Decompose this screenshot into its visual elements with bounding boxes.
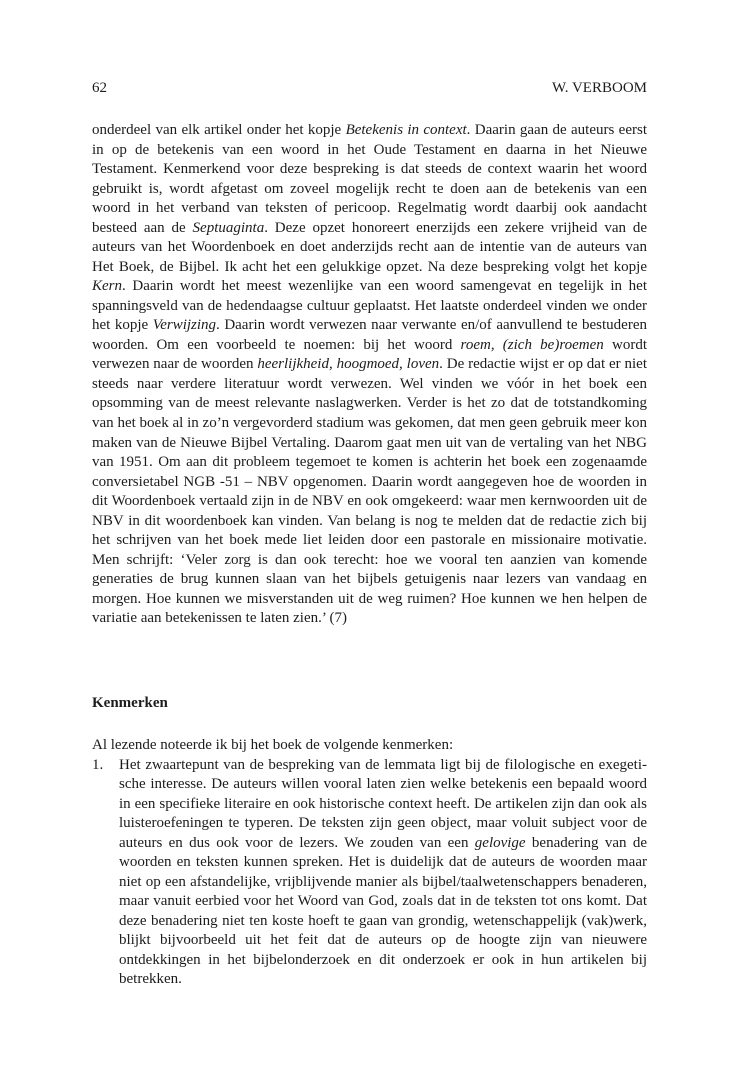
section-heading: Kenmerken [92, 695, 168, 711]
body-text-3: . Deze opzet honoreert enerzijds een zekere vrijheid van de auteurs van het Woordenboek en doet anderzijds recht aan de intentie van de auteurs van Het Boek, de Bijbel. Ik acht het een gelukkige opzet. Na deze bespreking volgt het kopje [92, 219, 647, 275]
body-text-4: . Daarin wordt het meest wezenlijke van een woord samengevat en tegelijk in het spanningsveld van de hedendaagse cultuur geplaatst. Het laatste onderdeel vinden we onder het kopje [92, 278, 647, 334]
list-item-text [119, 756, 647, 990]
italic-kern: Kern [92, 278, 122, 295]
body-text-7: . De redactie wijst er op dat er niet steeds naar verdere literatuur wordt verwezen. Wel vinden we vóór in het boek een opsomming van de meest relevante naslagwerken. Verder is het zo dat de totstandkoming van het boek al in zo’n vergevorderd stadium was gekomen, dat men geen gebruik meer kon maken van de Nieuwe Bijbel Vertaling. Daarom gaat men uit van de vertaling van het NBG van 1951. Om aan dit probleem tegemoet te komen is achterin het boek een zogenaamde conversietabel NGB -51 – NBV opgenomen. Daarin wordt aangegeven hoe de woorden in dit Woordenboek vertaald zijn in de NBV en ook omgekeerd: waar men kernwoorden uit de NBV in dit woordenboek kan vinden. Van belang is nog te melden dat de redactie zich bij het schrijven van het boek mede liet leiden door een pastorale en missionaire motivatie. Men schrijft: ‘Veler zorg is dan ook terecht: hoe we vooral ten aanzien van komende generaties de brug kunnen slaan van het bijbels getuigenis naar lezers van vandaag en morgen. Hoe kunnen we misverstanden uit de weg ruimen? Hoe kunnen we hen helpen de variatie aan betekenissen te laten zien.’ (7) [92, 356, 647, 627]
running-author: W. VERBOOM [551, 80, 647, 96]
italic-gelovige: gelovige [474, 834, 526, 851]
list-item-number: 1. [92, 756, 104, 773]
numbered-list [92, 756, 647, 990]
italic-septuaginta: Septuaginta [192, 219, 265, 236]
body-paragraph [92, 121, 647, 629]
italic-roem: roem, (zich be)roemen [460, 336, 604, 353]
body-text-2: . Daarin gaan de auteurs eerst in op de betekenis van een woord in het Oude Testament en daarna in het Nieuwe Testament. Kenmerkend voor deze bespreking is dat steeds de context waarin het woord gebruikt is, wordt afgetast om zoveel mogelijk recht te doen aan de betekenis van een woord in het verband van teksten of pericoop. Regelmatig wordt daarbij ook aandacht besteed aan de [92, 122, 647, 236]
italic-verwijzing: Verwijzing [152, 317, 217, 334]
running-header [92, 78, 647, 98]
body-text-6: wordt verwezen naar de woorden [92, 336, 647, 373]
body-text-5: . Daarin wordt verwezen naar verwante en/of aanvullend te bestuderen woorden. Om een voorbeeld te noemen: bij het woord [92, 317, 647, 353]
italic-heerlijkheid: heerlijkheid, hoogmoed, loven [257, 356, 440, 373]
page-number: 62 [92, 80, 107, 96]
list-item [92, 756, 647, 990]
list-text-1: Het zwaartepunt van de bespreking van de lemmata ligt bij de filologische en exegetische interesse. De auteurs willen vooral laten zien welke betekenis een bepaald woord in een specifieke literaire en ook historische context heeft. De artikelen zijn dan ook als luisteroefeningen te typeren. De teksten zijn geen object, maar voluit subject voor de auteurs en dus ook voor de lezers. We zouden van een [119, 756, 647, 851]
list-text-2: benadering van de woorden en teksten kunnen spreken. Het is duidelijk dat de auteurs de woorden maar niet op een afstandelijke, vrijblijvende manier als bijbel/taalwetenschappers benaderen, maar vanuit eerbied voor het Woord van God, zoals dat in de teksten tot ons komt. Dat deze benadering niet ten koste hoeft te gaan van grondig, wetenschappelijk (vak)werk, blijkt bijvoorbeeld uit het feit dat de auteurs op de hoogte zijn van nieuwere ontdekkingen in het bijbelonderzoek en dit onderzoek er ook in hun artikelen bij betrekken. [119, 834, 647, 988]
body-text-1: onderdeel van elk artikel onder het kopje [92, 122, 346, 138]
section-intro: Al lezende noteerde ik bij het boek de volgende kenmerken: [92, 737, 454, 753]
italic-betekenis-in-context: Betekenis in context [345, 122, 467, 138]
